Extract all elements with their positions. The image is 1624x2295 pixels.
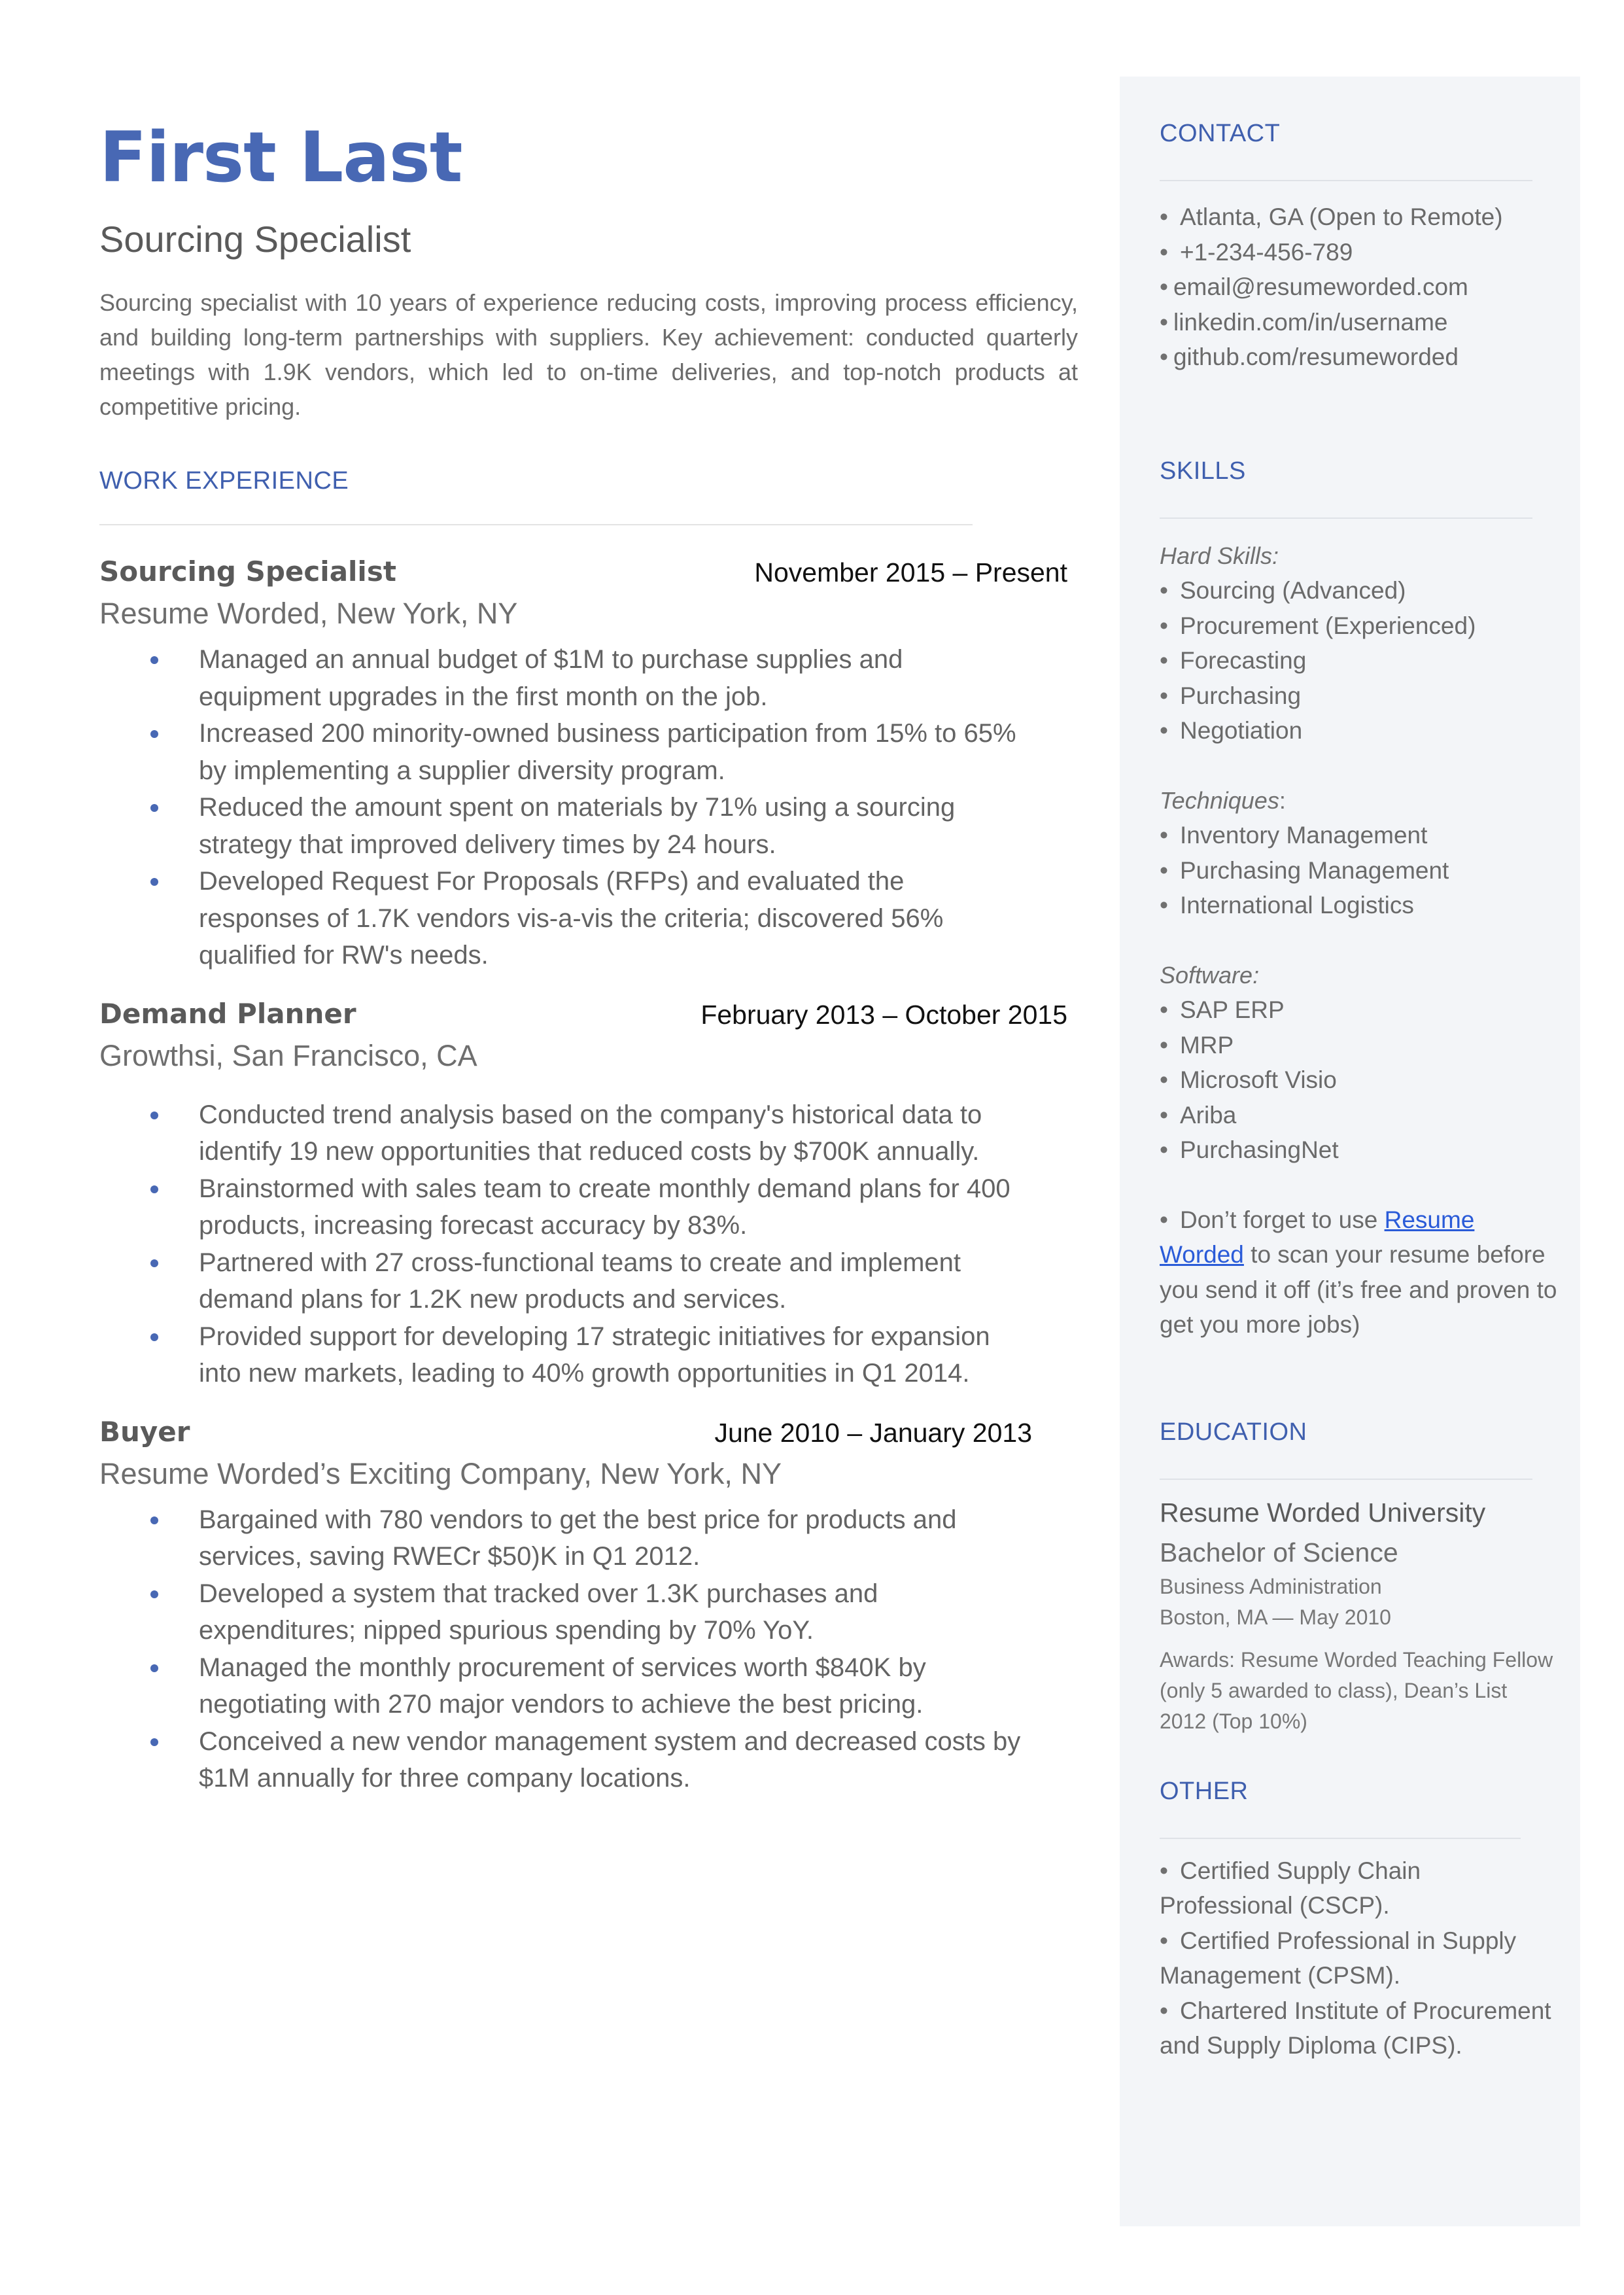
list-item	[99, 1170, 1022, 1244]
bullet-text: Conceived a new vendor management system and decreased costs by $1M annually for three company locations.	[199, 1726, 1021, 1793]
software-list	[1160, 992, 1559, 1168]
bullet-icon: •	[1160, 308, 1168, 336]
bullet-icon: •	[1160, 717, 1168, 744]
list-item	[99, 715, 1022, 789]
bullet-icon: •	[1160, 343, 1168, 370]
bullet-icon: •	[1160, 647, 1168, 674]
contact-email: • email@resumeworded.com	[1160, 273, 1468, 300]
sidebar-content	[1160, 77, 1559, 2063]
list-item	[99, 641, 1022, 715]
list-item	[99, 1096, 1022, 1170]
bullet-icon: •	[1160, 1101, 1168, 1129]
education-degree: Bachelor of Science	[1160, 1537, 1398, 1568]
bullet-text: Managed the monthly procurement of services worth $840K by negotiating with 270 major vendors to achieve the best pricing.	[199, 1653, 926, 1719]
list-item	[99, 1649, 1022, 1723]
bullet-text: Brainstormed with sales team to create monthly demand plans for 400 products, increasing forecast accuracy by 83%.	[199, 1174, 1011, 1240]
job-title: Buyer	[99, 1415, 190, 1448]
bullet-icon: •	[1160, 822, 1168, 849]
work-experience-heading: WORK EXPERIENCE	[99, 467, 349, 495]
bullet-icon: •	[1160, 682, 1168, 709]
job-dates: February 2013 – October 2015	[700, 999, 1067, 1030]
bullet-icon	[150, 1664, 158, 1672]
bullet-text: Partnered with 27 cross-functional teams to create and implement demand plans for 1.2K new products and services.	[199, 1248, 961, 1314]
bullet-icon: •	[1160, 238, 1168, 266]
bullet-icon	[150, 1112, 158, 1119]
job-title: Demand Planner	[99, 997, 356, 1030]
list-item: • Forecasting	[1160, 647, 1307, 674]
education-location-date: Boston, MA — May 2010	[1160, 1605, 1391, 1629]
summary-paragraph: Sourcing specialist with 10 years of experience reducing costs, improving process efficiency, and building long-term partnerships with suppliers. Key achievement: conducted quarterly meetings with 1.9K vendors, which led to on-time deliveries, and top-notch products at competitive pricing.	[99, 289, 1078, 420]
hard-skills-label: Hard Skills:	[1160, 542, 1279, 569]
list-item	[99, 1723, 1022, 1797]
job-entry	[99, 997, 1067, 1392]
list-item: • Sourcing (Advanced)	[1160, 577, 1406, 604]
list-item: • Ariba	[1160, 1101, 1237, 1129]
list-item: • MRP	[1160, 1031, 1234, 1059]
bullet-icon	[150, 1333, 158, 1341]
bullet-icon: •	[1160, 273, 1168, 300]
bullet-icon: •	[1160, 577, 1168, 604]
list-item: • Inventory Management	[1160, 822, 1428, 849]
bullet-icon: •	[1160, 856, 1168, 884]
bullet-icon: •	[1160, 1031, 1168, 1059]
education-awards: Awards: Resume Worded Teaching Fellow (only 5 awarded to class), Dean’s List 2012 (Top 10%)	[1160, 1647, 1553, 1733]
education-school: Resume Worded University	[1160, 1497, 1486, 1528]
techniques-list	[1160, 818, 1559, 923]
bullet-icon: •	[1160, 1206, 1168, 1233]
list-item: • Negotiation	[1160, 717, 1303, 744]
contact-heading: CONTACT	[1160, 120, 1281, 147]
contact-phone: • +1-234-456-789	[1160, 238, 1353, 266]
list-item: • Certified Professional in Supply Management (CPSM).	[1160, 1927, 1517, 1989]
list-item	[99, 789, 1022, 863]
section-divider	[1160, 180, 1532, 181]
bullet-icon: •	[1160, 892, 1168, 919]
job-dates: November 2015 – Present	[754, 557, 1067, 587]
section-divider	[1160, 1838, 1521, 1839]
hard-skills-list	[1160, 573, 1559, 748]
bullet-text: Developed Request For Proposals (RFPs) and evaluated the responses of 1.7K vendors vis-a-vis the criteria; discovered 56% qualified for RW's needs.	[199, 867, 944, 970]
sidebar	[1120, 77, 1580, 2226]
resume-worded-link[interactable]: Resume Worded	[1160, 1206, 1475, 1268]
bullet-icon: •	[1160, 1997, 1168, 2024]
bullet-icon	[150, 1185, 158, 1193]
resume-worded-note: • Don’t forget to use Resume Worded to scan your resume before you send it off (it’s free and proven to get you more jobs)	[1160, 1206, 1557, 1338]
bullet-icon: •	[1160, 1066, 1168, 1093]
bullet-icon	[150, 804, 158, 812]
education-heading: EDUCATION	[1160, 1418, 1307, 1446]
section-divider	[1160, 1479, 1532, 1480]
list-item	[99, 1501, 1022, 1575]
job-company: Resume Worded’s Exciting Company, New York, NY	[99, 1456, 782, 1490]
list-item	[99, 863, 1022, 974]
job-bullets	[99, 1096, 1041, 1392]
job-entry	[99, 1415, 1041, 1797]
candidate-role: Sourcing Specialist	[99, 219, 411, 260]
list-item	[99, 1318, 1022, 1392]
candidate-name: First Last	[99, 117, 462, 198]
bullet-text: Provided support for developing 17 strategic initiatives for expansion into new markets, leading to 40% growth opportunities in Q1 2014.	[199, 1322, 990, 1388]
job-entry	[99, 555, 1067, 974]
job-company: Resume Worded, New York, NY	[99, 597, 518, 630]
contact-list	[1160, 200, 1559, 375]
other-list	[1160, 1853, 1559, 2063]
bullet-icon: •	[1160, 1857, 1168, 1884]
job-bullets	[99, 1501, 1041, 1797]
job-bullets	[99, 641, 1041, 974]
bullet-text: Conducted trend analysis based on the company's historical data to identify 19 new opportunities that reduced costs by $700K annually.	[199, 1100, 982, 1166]
bullet-text: Developed a system that tracked over 1.3K purchases and expenditures; nipped spurious spending by 70% YoY.	[199, 1579, 878, 1645]
software-label: Software:	[1160, 961, 1260, 989]
list-item: • SAP ERP	[1160, 996, 1285, 1023]
list-item: • Purchasing	[1160, 682, 1302, 709]
job-company: Growthsi, San Francisco, CA	[99, 1038, 477, 1072]
list-item: • Certified Supply Chain Professional (CSCP).	[1160, 1857, 1421, 1919]
bullet-text: Reduced the amount spent on materials by 71% using a sourcing strategy that improved delivery times by 24 hours.	[199, 793, 956, 859]
bullet-icon: •	[1160, 996, 1168, 1023]
contact-linkedin: • linkedin.com/in/username	[1160, 308, 1448, 336]
list-item: • International Logistics	[1160, 892, 1414, 919]
contact-location: • Atlanta, GA (Open to Remote)	[1160, 203, 1503, 230]
main-column	[99, 111, 1078, 1797]
job-title: Sourcing Specialist	[99, 555, 396, 587]
techniques-label: Techniques:	[1160, 786, 1286, 814]
education-field: Business Administration	[1160, 1574, 1382, 1598]
bullet-icon	[150, 1738, 158, 1746]
bullet-text: Bargained with 780 vendors to get the best price for products and services, saving RWECr $50)K in Q1 2012.	[199, 1505, 957, 1571]
job-dates: June 2010 – January 2013	[714, 1417, 1032, 1448]
bullet-icon: •	[1160, 1927, 1168, 1954]
section-divider	[1160, 517, 1532, 519]
bullet-icon: •	[1160, 1136, 1168, 1163]
contact-github: • github.com/resumeworded	[1160, 343, 1459, 370]
bullet-icon	[150, 730, 158, 738]
list-item	[99, 1244, 1022, 1318]
bullet-text: Increased 200 minority-owned business participation from 15% to 65% by implementing a supplier diversity program.	[199, 719, 1016, 785]
bullet-icon: •	[1160, 612, 1168, 639]
bullet-icon	[150, 1516, 158, 1524]
bullet-icon	[150, 878, 158, 886]
other-heading: OTHER	[1160, 1777, 1249, 1805]
bullet-text: Managed an annual budget of $1M to purchase supplies and equipment upgrades in the first month on the job.	[199, 645, 903, 711]
list-item: • Chartered Institute of Procurement and Supply Diploma (CIPS).	[1160, 1997, 1551, 2059]
section-divider	[99, 524, 973, 525]
list-item	[99, 1575, 1022, 1649]
bullet-icon	[150, 1259, 158, 1267]
list-item: • Purchasing Management	[1160, 856, 1449, 884]
list-item: • Microsoft Visio	[1160, 1066, 1337, 1093]
skills-heading: SKILLS	[1160, 457, 1246, 485]
list-item: • PurchasingNet	[1160, 1136, 1339, 1163]
bullet-icon: •	[1160, 203, 1168, 230]
bullet-icon	[150, 656, 158, 664]
bullet-icon	[150, 1590, 158, 1598]
list-item: • Procurement (Experienced)	[1160, 612, 1476, 639]
